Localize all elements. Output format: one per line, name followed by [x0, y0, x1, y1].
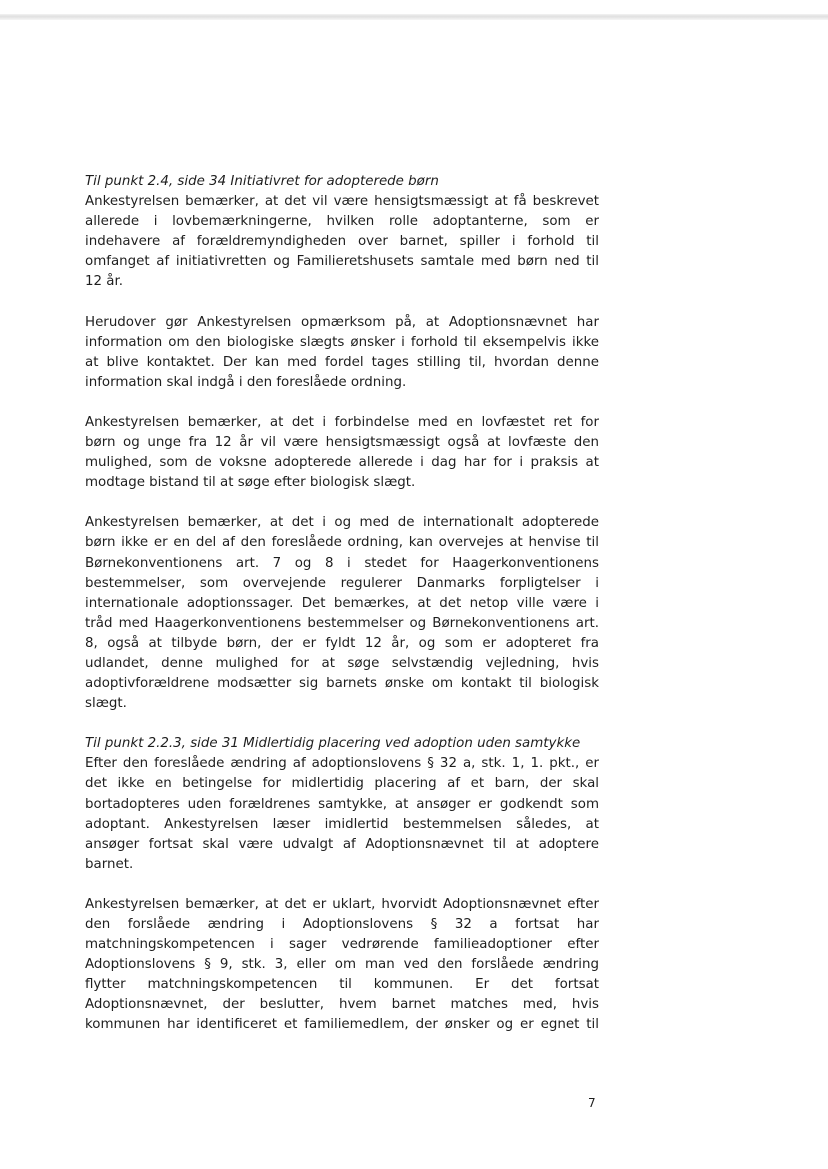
text-line: slægt.: [85, 696, 127, 712]
text-line: kommunen har identificeret et familiemedlem, der ønsker og er egnet til: [85, 1017, 599, 1033]
text-line: adoptant. Ankestyrelsen læser imidlertid bestemmelsen således, at: [85, 816, 599, 832]
text-line: den forslåede ændring i Adoptionslovens § 32 a fortsat har: [85, 917, 599, 932]
text-line: børn og unge fra 12 år vil være hensigtsmæssigt også at lovfæste den: [85, 435, 599, 451]
text-line: Adoptionsnævnet, der beslutter, hvem barnet matches med, hvis: [85, 997, 599, 1013]
text-line: det ikke en betingelse for midlertidig placering af et barn, der skal: [85, 776, 599, 792]
text-line: bortadopteres uden forældrenes samtykke, at ansøger er godkendt som: [85, 796, 599, 812]
document-body: [85, 172, 599, 1036]
text-line: ansøger fortsat skal være udvalgt af Adoptionsnævnet til at adoptere: [85, 836, 599, 852]
text-line: Ankestyrelsen bemærker, at det vil være hensigtsmæssigt at få beskrevet: [85, 194, 599, 210]
section-heading-initiativret: Til punkt 2.4, side 34 Initiativret for adopterede børn: [85, 174, 439, 189]
text-line: børn ikke er en del af den foreslåede ordning, kan overvejes at henvise til: [85, 535, 599, 551]
scan-edge-artifact: [0, 14, 828, 20]
text-line: tråd med Haagerkonventionens bestemmelser og Børnekonventionens art.: [85, 615, 599, 631]
text-line: information skal indgå i den foreslåede ordning.: [85, 374, 407, 390]
text-line: flytter matchningskompetencen til kommunen. Er det fortsat: [85, 977, 599, 993]
paragraph: [85, 313, 599, 393]
text-line: Efter den foreslåede ændring af adoptionslovens § 32 a, stk. 1, 1. pkt., er: [85, 756, 599, 772]
text-line: allerede i lovbemærkningerne, hvilken rolle adoptanterne, som er: [85, 214, 599, 230]
text-line: information om den biologiske slægts ønsker i forhold til eksempelvis ikke: [85, 334, 599, 350]
text-line: adoptivforældrene modsætter sig barnets ønske om kontakt til biologisk: [85, 676, 599, 692]
text-line: barnet.: [85, 856, 134, 872]
text-line: 12 år.: [85, 274, 124, 290]
paragraph: [85, 895, 599, 1036]
text-line: at blive kontaktet. Der kan med fordel tages stilling til, hvordan denne: [85, 354, 599, 370]
text-line: 8, også at tilbyde børn, der er fyldt 12 år, og som er adopteret fra: [85, 635, 599, 651]
text-line: Ankestyrelsen bemærker, at det i og med de internationalt adopterede: [85, 515, 599, 531]
text-line: bestemmelser, som overvejende regulerer Danmarks forpligtelser i: [85, 575, 599, 591]
paragraph: [85, 413, 599, 493]
paragraph: [85, 513, 599, 714]
text-line: indehavere af forældremyndigheden over barnet, spiller i forhold til: [85, 234, 599, 250]
text-line: matchningskompetencen i sager vedrørende familieadoptioner efter: [85, 937, 599, 953]
text-line: udlandet, denne mulighed for at søge selvstændig vejledning, hvis: [85, 655, 599, 671]
text-line: Adoptionslovens § 9, stk. 3, eller om man ved den forslåede ændring: [85, 957, 599, 973]
paragraph: [85, 754, 599, 875]
text-line: modtage bistand til at søge efter biologisk slægt.: [85, 475, 416, 491]
text-line: Ankestyrelsen bemærker, at det er uklart, hvorvidt Adoptionsnævnet efter: [85, 896, 599, 912]
text-line: Ankestyrelsen bemærker, at det i forbindelse med en lovfæstet ret for: [85, 414, 599, 430]
text-line: Herudover gør Ankestyrelsen opmærksom på, at Adoptionsnævnet har: [85, 314, 599, 330]
page-number: 7: [588, 1096, 596, 1110]
text-line: omfanget af initiativretten og Familieretshusets samtale med børn ned til: [85, 254, 599, 270]
text-line: Børnekonventionens art. 7 og 8 i stedet for Haagerkonventionens: [85, 555, 599, 571]
section-heading-midlertidig-placering: Til punkt 2.2.3, side 31 Midlertidig placering ved adoption uden samtykke: [85, 736, 581, 752]
text-line: internationale adoptionssager. Det bemærkes, at det netop ville være i: [85, 595, 599, 611]
text-line: mulighed, som de voksne adopterede allerede i dag har for i praksis at: [85, 455, 599, 471]
paragraph: [85, 192, 599, 292]
